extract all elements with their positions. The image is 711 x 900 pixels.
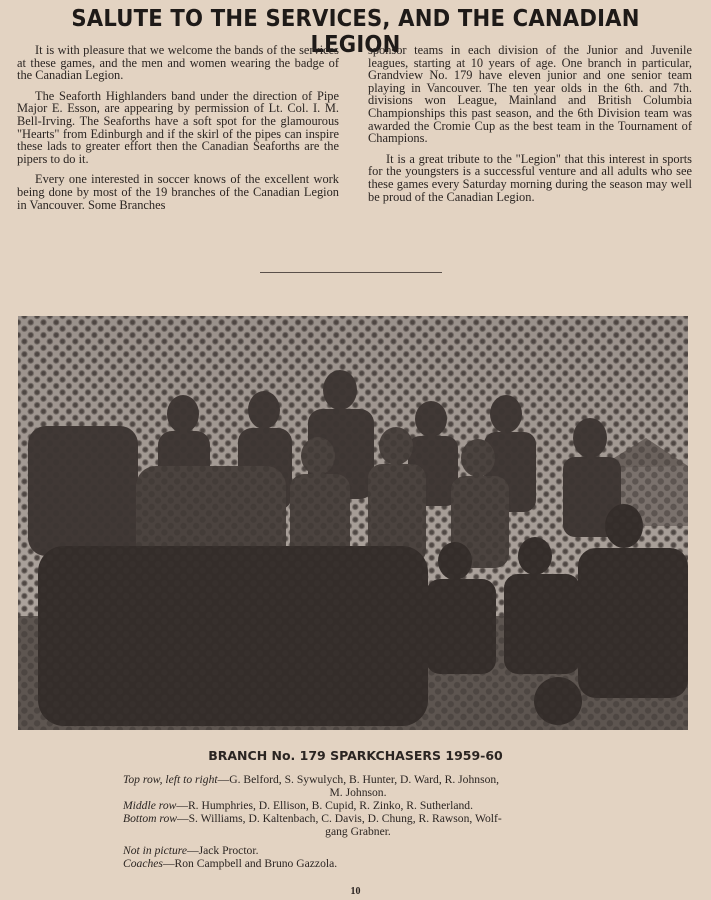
page-title: SALUTE TO THE SERVICES, AND THE CANADIAN LEGION (71, 6, 640, 58)
caption-names: —R. Humphries, D. Ellison, B. Cupid, R. Zinko, R. Sutherland. (176, 799, 473, 812)
caption-top-row-continued: M. Johnson. (329, 786, 387, 799)
caption-heading: BRANCH No. 179 SPARKCHASERS 1959-60 (208, 748, 503, 763)
caption-names: —Jack Proctor. (186, 844, 259, 857)
team-photo-graphic (18, 316, 688, 730)
page-number: 10 (350, 886, 361, 897)
team-photo (18, 316, 688, 730)
caption-label: Bottom row (123, 812, 178, 825)
caption-label: Top row, left to right (123, 773, 218, 786)
caption-bottom-row (123, 812, 593, 825)
caption-names: —S. Williams, D. Kaltenbach, C. Davis, D. Chung, R. Rawson, Wolf- (177, 812, 502, 825)
caption-label: Coaches (123, 857, 163, 870)
paragraph: The Seaforth Highlanders band under the direction of Pipe Major E. Esson, are appearing by permission of Lt. Col. I. M. Bell-Irving. The Seaforths have a soft spot for the glamourous "Hearts" from Edinburgh and if the skirl of the pipes can inspire these lads to greater effort then the Canadian Seaforths are the pipers to do it. (17, 88, 339, 166)
caption-middle-row (123, 799, 593, 812)
caption-not-in-picture (123, 844, 593, 857)
caption-names: —Ron Campbell and Bruno Gazzola. (162, 857, 338, 870)
paragraph: It is a great tribute to the "Legion" that this interest in sports for the youngsters is a successful venture and all adults who see these games every Saturday morning during the season may well be proud of the Canadian Legion. (368, 151, 692, 204)
paragraph: sponsor teams in each division of the Junior and Juvenile leagues, starting at 10 years of age. One branch in particular, Grandview No. 179 have eleven junior and one senior team playing in Vancouver. The ten year olds in the 6th. and 7th. divisions won League, Mainland and British Columbia Championships this past season, and the 6th Division team was awarded the Cromie Cup as the best team in the Tournament of Champions. (368, 43, 692, 146)
caption-bottom-row-continued: gang Grabner. (325, 825, 391, 838)
paragraph: It is with pleasure that we welcome the bands of the services at these games, and the men and women wearing the badge of the Canadian Legion. (17, 43, 339, 83)
left-text-column (17, 44, 339, 219)
photo-caption (0, 748, 711, 870)
divider-rule (260, 272, 442, 273)
caption-names: —G. Belford, S. Sywulych, B. Hunter, D. Ward, R. Johnson, (217, 773, 500, 786)
caption-label: Middle row (123, 799, 177, 812)
paragraph: Every one interested in soccer knows of the excellent work being done by most of the 19 branches of the Canadian Legion in Vancouver. Some Branches (17, 172, 339, 212)
caption-coaches (123, 857, 593, 870)
right-text-column (368, 44, 692, 211)
caption-label: Not in picture (123, 844, 187, 857)
caption-top-row (123, 773, 593, 786)
